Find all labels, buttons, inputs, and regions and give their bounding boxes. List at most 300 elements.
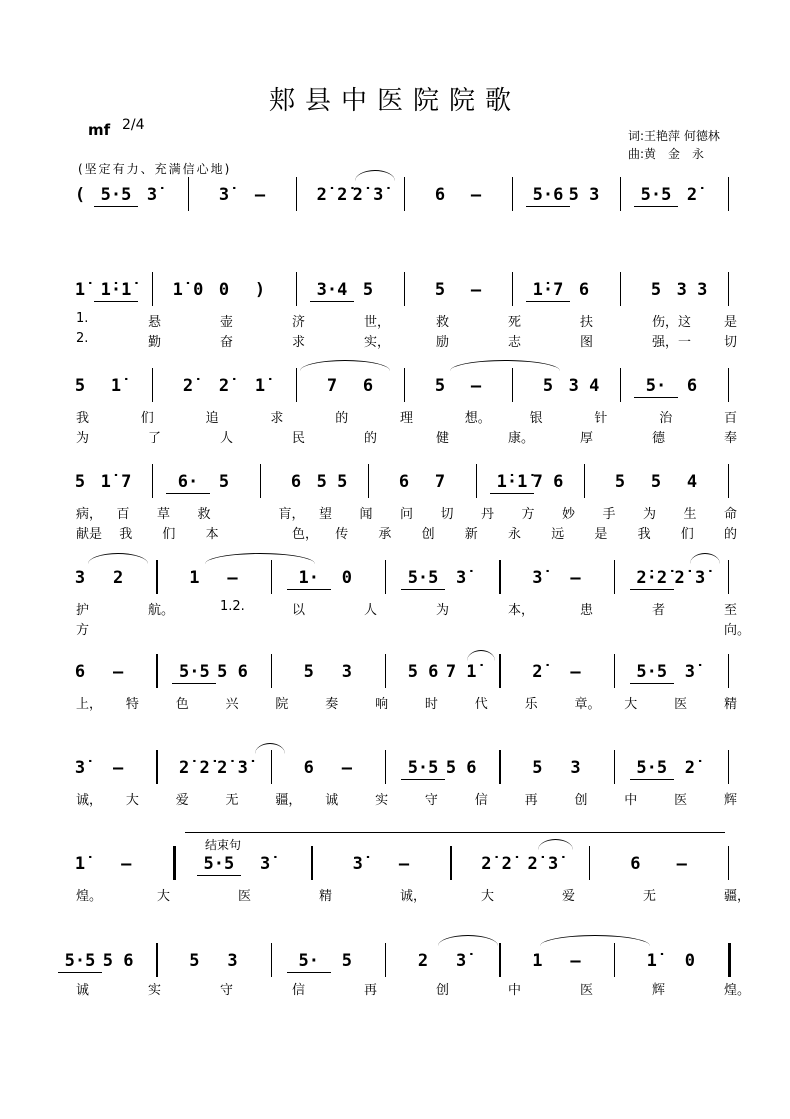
lyric-syllable: 医 <box>580 983 594 998</box>
note: 6 <box>362 376 374 396</box>
lyrics-line <box>0 331 790 349</box>
note: 3̇ <box>146 185 158 205</box>
lyricist: 词:王艳萍 何德林 <box>628 129 720 143</box>
barline <box>152 464 153 498</box>
lyric-syllable: 新 <box>464 527 478 542</box>
slur <box>205 553 315 564</box>
slur <box>438 935 498 946</box>
barline <box>728 177 729 211</box>
lyric-syllable: 上， <box>76 697 103 712</box>
note: 5· <box>634 376 678 398</box>
note: 5 <box>650 280 662 300</box>
barline <box>499 943 500 977</box>
note: 5 <box>189 951 200 971</box>
lyric-syllable: 疆， <box>724 889 751 904</box>
lyric-syllable: 扶 <box>580 315 594 330</box>
lyric-syllable: 章。 <box>574 697 601 712</box>
note: 1̇·1̇ <box>490 472 534 494</box>
note: 5 <box>434 376 446 396</box>
lyric-syllable: 煌。 <box>76 889 103 904</box>
lyric-syllable: 望 <box>319 507 333 522</box>
note: 5 6 <box>407 662 439 682</box>
lyric-syllable: 诚， <box>400 889 427 904</box>
lyric-syllable: 大 <box>481 889 495 904</box>
barline <box>296 177 297 211</box>
lyric-syllable: 至 <box>724 603 738 618</box>
lyrics-line <box>0 599 790 617</box>
note: 1· <box>287 568 331 590</box>
lyric-syllable: 实， <box>364 335 391 350</box>
lyrics-line <box>0 523 790 541</box>
barline <box>620 368 621 402</box>
lyric-syllable: 疆， <box>275 793 302 808</box>
lyric-syllable: 民 <box>292 431 306 446</box>
note: 3·4 <box>310 280 354 302</box>
barline <box>728 272 729 306</box>
barline <box>385 943 386 977</box>
lyric-syllable: 切 <box>724 335 738 350</box>
note: 5 3 <box>568 185 600 205</box>
barline <box>156 654 157 688</box>
note: 3 <box>74 568 86 588</box>
note: 5 <box>614 472 626 492</box>
lyric-syllable: 们 <box>140 411 154 426</box>
note: 7 <box>326 376 338 396</box>
barline <box>728 654 729 688</box>
lyric-syllable: 再 <box>524 793 538 808</box>
note: 5·5 <box>94 185 138 207</box>
barline <box>584 464 585 498</box>
lyric-syllable: 诚 <box>76 983 90 998</box>
lyric-syllable: 救 <box>436 315 450 330</box>
lyric-syllable: 伤，这 <box>652 315 692 330</box>
note: – <box>112 662 124 682</box>
lyric-syllable: 兴 <box>225 697 239 712</box>
lyric-syllable: 响 <box>375 697 389 712</box>
note: 1̇ <box>110 376 122 396</box>
slur <box>690 553 720 564</box>
lyric-syllable: 患 <box>580 603 594 618</box>
note: 1̇·7 <box>526 280 570 302</box>
lyric-syllable: 守 <box>424 793 438 808</box>
note: 0 <box>218 280 230 300</box>
note: ( <box>74 185 86 205</box>
note: 7 6 <box>532 472 564 492</box>
barline <box>614 943 615 977</box>
lyric-syllable: 精 <box>724 697 738 712</box>
barline <box>188 177 189 211</box>
note: 2 <box>417 951 429 971</box>
barline <box>296 368 297 402</box>
note: 6 <box>434 185 446 205</box>
note: 3̇ <box>456 951 467 971</box>
note: – <box>121 854 132 874</box>
barline <box>368 464 369 498</box>
lyric-syllable: 中 <box>508 983 522 998</box>
lyric-syllable: 时 <box>424 697 438 712</box>
note: 6 <box>578 280 590 300</box>
note: 5 <box>218 472 230 492</box>
lyric-syllable: 妙 <box>562 507 576 522</box>
barline <box>499 750 500 784</box>
note: 1 <box>189 568 200 588</box>
note: 6 <box>630 854 641 874</box>
note: 6 <box>290 472 302 492</box>
barline <box>385 560 386 594</box>
lyric-syllable: 救 <box>197 507 211 522</box>
note: 5 <box>362 280 374 300</box>
lyric-syllable: 我 <box>119 527 133 542</box>
slur <box>540 935 650 946</box>
note: 5 <box>650 472 662 492</box>
lyric-syllable: 奉 <box>724 431 738 446</box>
note: 1̇ 7 <box>100 472 132 492</box>
note: 5·5 <box>197 854 241 876</box>
lyric-syllable: 传 <box>335 527 349 542</box>
note: – <box>470 376 482 396</box>
lyric-syllable: 健 <box>436 431 450 446</box>
score-row <box>0 854 790 884</box>
note: – <box>398 854 410 874</box>
lyric-syllable: 煌。 <box>724 983 751 998</box>
barline <box>476 464 477 498</box>
barline <box>499 654 500 688</box>
note: 5 6 <box>102 951 134 971</box>
lyric-syllable: 为 <box>436 603 450 618</box>
lyric-syllable: 勤 <box>148 335 162 350</box>
note: – <box>112 758 124 778</box>
lyric-syllable: 实 <box>148 983 162 998</box>
lyric-syllable: 本， <box>508 603 535 618</box>
lyric-syllable: 想。 <box>464 411 491 426</box>
lyric-syllable: 献是 <box>76 527 103 542</box>
lyric-syllable: 再 <box>364 983 378 998</box>
lyric-syllable: 悬 <box>148 315 162 330</box>
time-signature: 2/4 <box>122 117 145 133</box>
barline <box>311 846 312 880</box>
note: – <box>570 662 581 682</box>
lyric-syllable: 奏 <box>325 697 339 712</box>
score-row <box>0 568 790 598</box>
lyric-syllable: 理 <box>400 411 414 426</box>
score-row <box>0 185 790 215</box>
note: 1̇ <box>646 951 657 971</box>
lyric-syllable: 百 <box>724 411 738 426</box>
lyric-syllable: 医 <box>238 889 252 904</box>
barline <box>404 177 405 211</box>
tempo-marking: (坚定有力、充满信心地) <box>78 162 232 176</box>
lyrics-line <box>0 427 790 445</box>
lyric-syllable: 百 <box>116 507 130 522</box>
lyric-syllable: 命 <box>724 507 738 522</box>
lyric-syllable: 以 <box>292 603 306 618</box>
note: 3 <box>570 758 581 778</box>
note: 0 <box>341 568 352 588</box>
lyric-syllable: 信 <box>474 793 488 808</box>
note: 7 1̇ <box>445 662 477 682</box>
note: 7 <box>434 472 446 492</box>
barline <box>404 368 405 402</box>
barline <box>728 846 729 880</box>
note: 5 <box>434 280 446 300</box>
note: 6· <box>166 472 210 494</box>
lyric-syllable: 求 <box>292 335 306 350</box>
note: 1 <box>532 951 543 971</box>
lyric-syllable: 1. <box>76 311 89 326</box>
barline <box>156 560 157 594</box>
repeat-barline <box>173 846 176 880</box>
slur <box>538 839 573 850</box>
lyric-syllable: 壶 <box>220 315 234 330</box>
note: 2̇ <box>532 662 543 682</box>
note: 3 <box>227 951 238 971</box>
page-title: 郏县中医院院歌 <box>268 86 521 116</box>
lyric-syllable: 医 <box>674 793 688 808</box>
lyric-syllable: 医 <box>674 697 688 712</box>
lyric-syllable: 济 <box>292 315 306 330</box>
lyrics-line <box>0 311 790 329</box>
lyric-syllable: 实 <box>375 793 389 808</box>
lyric-syllable: 信 <box>292 983 306 998</box>
note: 5·5 <box>634 185 678 207</box>
lyric-syllable: 爱 <box>175 793 189 808</box>
lyric-syllable: 创 <box>574 793 588 808</box>
ending-label: 结束句 <box>205 838 242 852</box>
slur <box>255 743 285 754</box>
note: 2 <box>112 568 124 588</box>
lyric-syllable: 的 <box>724 527 738 542</box>
note: 5 <box>303 662 314 682</box>
lyric-syllable: 护 <box>76 603 90 618</box>
lyric-syllable: 世， <box>364 315 391 330</box>
barline <box>156 750 157 784</box>
lyric-syllable: 图 <box>580 335 594 350</box>
lyric-syllable: 德 <box>652 431 666 446</box>
lyric-syllable: 草 <box>157 507 171 522</box>
lyric-syllable: 生 <box>683 507 697 522</box>
note: 2̇·2̇ <box>630 568 674 590</box>
note: 4 <box>686 472 698 492</box>
note: 5·6 <box>526 185 570 207</box>
lyric-syllable: 方 <box>521 507 535 522</box>
lyric-syllable: 们 <box>162 527 176 542</box>
lyric-syllable: 远 <box>551 527 565 542</box>
lyric-syllable: 闻 <box>359 507 373 522</box>
note: – <box>676 854 687 874</box>
lyric-syllable: 是 <box>594 527 608 542</box>
lyric-syllable: 我 <box>637 527 651 542</box>
lyrics-line <box>0 619 790 637</box>
barline <box>512 272 513 306</box>
note: 2̇ <box>686 185 698 205</box>
note: 3̇ <box>352 854 363 874</box>
lyric-syllable: 永 <box>508 527 522 542</box>
lyric-syllable: 中 <box>624 793 638 808</box>
note: 5 <box>74 376 86 396</box>
lyric-syllable: 针 <box>594 411 608 426</box>
note: – <box>470 185 482 205</box>
note: 2̇ 3̇ <box>527 854 559 874</box>
note: 5 <box>341 951 352 971</box>
lyric-syllable: 色 <box>175 697 189 712</box>
lyric-syllable: 死 <box>508 315 522 330</box>
note: – <box>341 758 352 778</box>
barline <box>271 654 272 688</box>
note: 6 <box>74 662 86 682</box>
lyric-syllable: 病， <box>76 507 103 522</box>
lyric-syllable: 乐 <box>524 697 538 712</box>
lyric-syllable: 创 <box>421 527 435 542</box>
note: – <box>227 568 238 588</box>
lyrics-line <box>0 693 790 711</box>
note: 2̇ 2̇ <box>481 854 512 874</box>
note: 3 4 <box>568 376 600 396</box>
lyric-syllable: 大 <box>624 697 638 712</box>
lyric-syllable: 大 <box>125 793 139 808</box>
note: 6 <box>686 376 698 396</box>
barline <box>385 750 386 784</box>
lyric-syllable: 特 <box>125 697 139 712</box>
barline <box>152 368 153 402</box>
note: 5 <box>542 376 554 396</box>
lyric-syllable: 康。 <box>508 431 535 446</box>
slur <box>88 553 148 564</box>
lyric-syllable: 方 <box>76 623 90 638</box>
lyric-syllable: 问 <box>400 507 414 522</box>
note: 3̇ <box>684 662 695 682</box>
note: 3̇ <box>260 854 271 874</box>
barline <box>728 368 729 402</box>
note: 6 <box>398 472 410 492</box>
lyric-syllable: 承 <box>378 527 392 542</box>
score-row <box>0 472 790 502</box>
slur <box>467 650 495 661</box>
slur <box>300 360 390 371</box>
lyric-syllable: 为 <box>76 431 90 446</box>
lyrics-line <box>0 979 790 997</box>
lyric-syllable: 奋 <box>220 335 234 350</box>
lyric-syllable: 向。 <box>724 623 751 638</box>
lyrics-line <box>0 503 790 521</box>
lyric-syllable: 代 <box>474 697 488 712</box>
lyric-syllable: 了 <box>148 431 162 446</box>
lyric-syllable: 诚， <box>76 793 103 808</box>
note: 2̇ 3̇ <box>352 185 384 205</box>
barline <box>512 177 513 211</box>
lyric-syllable: 精 <box>319 889 333 904</box>
note: 3 3 <box>676 280 708 300</box>
ending-bracket <box>185 832 725 833</box>
note: 3̇ <box>532 568 543 588</box>
lyric-syllable: 肓， <box>278 507 305 522</box>
lyric-syllable: 1.2. <box>220 599 245 614</box>
score-row <box>0 951 790 981</box>
note: 5·5 <box>58 951 102 973</box>
lyric-syllable: 诚 <box>325 793 339 808</box>
lyric-syllable: 强，一 <box>652 335 692 350</box>
lyric-syllable: 本 <box>205 527 219 542</box>
note: 5·5 <box>172 662 216 684</box>
score-row <box>0 758 790 788</box>
note: 5 <box>532 758 543 778</box>
credits <box>628 127 720 163</box>
lyric-syllable: 们 <box>680 527 694 542</box>
lyric-syllable: 为 <box>643 507 657 522</box>
note: 5· <box>287 951 331 973</box>
barline <box>499 560 500 594</box>
lyric-syllable: 创 <box>436 983 450 998</box>
lyric-syllable: 银 <box>529 411 543 426</box>
barline <box>728 560 729 594</box>
lyric-syllable: 航。 <box>148 603 175 618</box>
slur <box>355 170 395 181</box>
score-row <box>0 662 790 692</box>
note: 2̇ <box>182 376 194 396</box>
note: 5 5 <box>316 472 348 492</box>
note: 1̇ 0 <box>172 280 204 300</box>
lyric-syllable: 人 <box>364 603 378 618</box>
barline <box>385 654 386 688</box>
note: 3̇ <box>74 758 86 778</box>
barline <box>589 846 590 880</box>
note: 3̇ <box>456 568 467 588</box>
lyric-syllable: 色， <box>292 527 319 542</box>
lyrics-line <box>0 407 790 425</box>
score-row <box>0 280 790 310</box>
lyric-syllable: 爱 <box>562 889 576 904</box>
barline <box>620 272 621 306</box>
composer: 曲:黄 金 永 <box>628 147 705 161</box>
note: 0 <box>684 951 695 971</box>
note: 5 6 <box>217 662 248 682</box>
note: 5·5 <box>401 568 445 590</box>
note: 1̇ <box>74 280 86 300</box>
barline <box>296 272 297 306</box>
lyric-syllable: 志 <box>508 335 522 350</box>
note: 2̇ 2̇ <box>316 185 348 205</box>
slur <box>450 360 560 371</box>
lyric-syllable: 励 <box>436 335 450 350</box>
note: 2̇ 3̇ <box>674 568 706 588</box>
lyric-syllable: 切 <box>440 507 454 522</box>
lyric-syllable: 守 <box>220 983 234 998</box>
lyric-syllable: 是 <box>724 315 738 330</box>
lyric-syllable: 追 <box>205 411 219 426</box>
barline <box>728 750 729 784</box>
note: 3̇ <box>218 185 230 205</box>
barline <box>271 560 272 594</box>
lyric-syllable: 人 <box>220 431 234 446</box>
note: 5·5 <box>630 758 674 780</box>
lyric-syllable: 辉 <box>652 983 666 998</box>
note: 5 6 <box>445 758 477 778</box>
lyric-syllable: 丹 <box>481 507 495 522</box>
note: 2̇ 3̇ <box>217 758 248 778</box>
note: 6 <box>303 758 314 778</box>
barline <box>728 464 729 498</box>
lyric-syllable: 厚 <box>580 431 594 446</box>
note: – <box>470 280 482 300</box>
lyric-syllable: 2. <box>76 331 89 346</box>
note: – <box>570 568 581 588</box>
lyric-syllable: 者 <box>652 603 666 618</box>
note: – <box>254 185 266 205</box>
key-signature <box>88 117 145 139</box>
note: 2̇ <box>218 376 230 396</box>
lyric-syllable: 的 <box>364 431 378 446</box>
lyric-syllable: 无 <box>643 889 657 904</box>
note: 5·5 <box>630 662 674 684</box>
